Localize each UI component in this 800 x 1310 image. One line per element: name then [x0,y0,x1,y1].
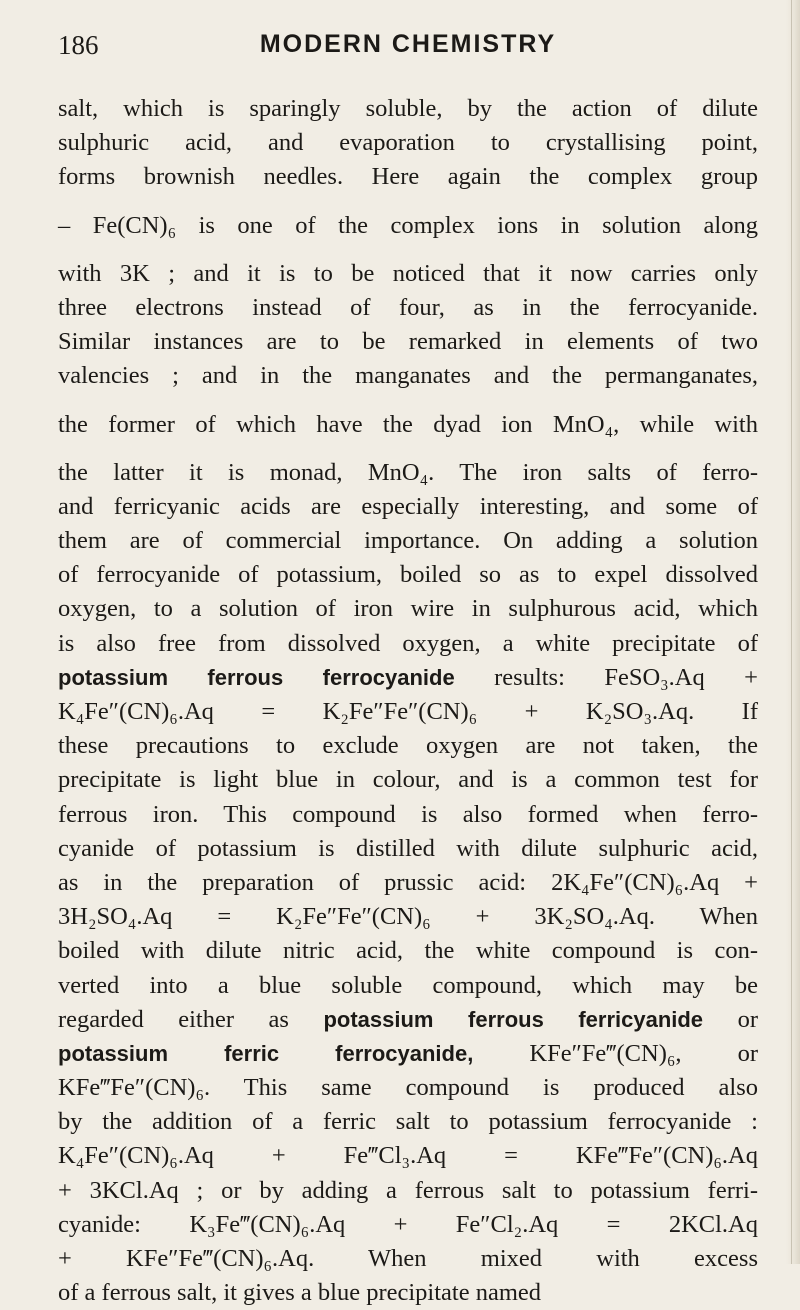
text-line: by the addition of a ferric salt to potassium ferrocyanide : [58,1108,758,1136]
text-line [58,661,758,695]
text-line: forms brownish needles. Here again the complex group [58,163,758,191]
text-line: three electrons instead of four, as in the ferrocyanide. [58,293,758,321]
text-line: and ferricyanic acids are especially interesting, and some of [58,492,758,520]
text-line: salt, which is sparingly soluble, by the action of dilute [58,95,758,122]
bold-term: potassium ferrous ferricyanide [323,1006,704,1032]
text-fragment: regarded either as [58,1005,324,1033]
text-line: cyanide of potassium is distilled with dilute sulphuric acid, [58,834,758,862]
text-line: KFe‴Fe″(CN)₆. This same compound is produced also [58,1074,758,1102]
page-edge-line [791,0,792,1264]
page-number: 186 [58,30,99,60]
text-line: + 3KCl.Aq ; or by adding a ferrous salt to potassium ferri- [58,1176,758,1204]
text-line [58,1003,758,1037]
text-line: sulphuric acid, and evaporation to crystallising point, [58,129,758,157]
text-line: the latter it is monad, MnO₄. The iron salts of ferro- [58,458,758,486]
text-line: valencies ; and in the manganates and the permanganates, [58,362,758,390]
page-header [58,30,758,70]
text-line: the former of which have the dyad ion MnO₄, while with [58,410,758,438]
text-fragment: KFe″Fe‴(CN)₆, or [473,1039,758,1067]
text-line: K₄Fe″(CN)₆.Aq + Fe‴Cl₃.Aq = KFe‴Fe″(CN)₆.Aq [58,1142,758,1170]
page-edge [786,0,800,1264]
text-line: these precautions to exclude oxygen are not taken, the [58,732,758,760]
text-line: boiled with dilute nitric acid, the white compound is con- [58,937,758,965]
body-text [58,92,758,1310]
text-line: of a ferrous salt, it gives a blue precipitate named [58,1279,542,1307]
bold-term: potassium ferrous ferrocyanide [58,664,455,690]
text-line [58,1037,758,1071]
text-fragment: results: FeSO₃.Aq + [454,663,758,691]
text-line: 3H₂SO₄.Aq = K₂Fe″Fe″(CN)₆ + 3K₂SO₄.Aq. When [58,903,758,931]
text-line: K₄Fe″(CN)₆.Aq = K₂Fe″Fe″(CN)₆ + K₂SO₃.Aq. If [58,698,758,725]
text-line: is also free from dissolved oxygen, a white precipitate of [58,629,758,657]
text-line: oxygen, to a solution of iron wire in sulphurous acid, which [58,595,758,623]
text-line: them are of commercial importance. On adding a solution [58,527,758,555]
running-head: MODERN CHEMISTRY [259,30,557,58]
text-line: precipitate is light blue in colour, and is a common test for [58,766,758,794]
text-fragment: or [703,1005,758,1033]
text-line: – Fe(CN)₆ is one of the complex ions in solution along [58,211,758,239]
text-line: cyanide: K₃Fe‴(CN)₆.Aq + Fe″Cl₂.Aq = 2KCl.Aq [58,1210,758,1238]
bold-term: potassium ferric ferrocyanide, [58,1040,474,1066]
text-line: + KFe″Fe‴(CN)₆.Aq. When mixed with excess [58,1245,758,1272]
text-line: with 3K ; and it is to be noticed that it now carries only [58,259,758,287]
text-line: of ferrocyanide of potassium, boiled so as to expel dissolved [58,561,758,589]
text-line: ferrous iron. This compound is also formed when ferro- [58,800,758,828]
text-line: Similar instances are to be remarked in elements of two [58,328,758,356]
text-line: verted into a blue soluble compound, which may be [58,971,758,999]
text-line: as in the preparation of prussic acid: 2K₄Fe″(CN)₆.Aq + [58,868,758,896]
